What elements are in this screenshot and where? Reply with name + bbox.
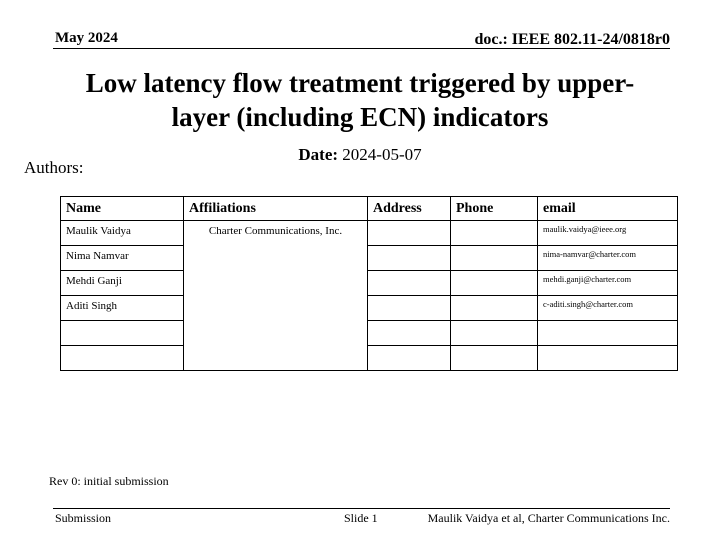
col-header-affiliations: Affiliations (184, 197, 368, 221)
header-divider (53, 48, 670, 49)
date-line (0, 145, 720, 165)
author-name (61, 346, 184, 371)
slide-title (40, 66, 680, 134)
author-phone (451, 296, 538, 321)
table-header-row (61, 197, 678, 221)
author-phone (451, 246, 538, 271)
revision-note: Rev 0: initial submission (49, 474, 169, 488)
author-affiliation: Charter Communications, Inc. (184, 221, 368, 371)
table-row (61, 271, 678, 296)
table-row (61, 246, 678, 271)
date-label: Date: (298, 145, 339, 164)
col-header-phone: Phone (451, 197, 538, 221)
col-header-address: Address (368, 197, 451, 221)
author-address (368, 271, 451, 296)
footer-slide-number: Slide 1 (344, 511, 378, 525)
author-name: Maulik Vaidya (61, 221, 184, 246)
author-email: c-aditi.singh@charter.com (538, 296, 678, 321)
author-email (538, 321, 678, 346)
authors-table (60, 196, 678, 371)
author-phone (451, 346, 538, 371)
col-header-email: email (538, 197, 678, 221)
title-line-1: Low latency flow treatment triggered by upper- (85, 68, 635, 98)
author-email: nima-namvar@charter.com (538, 246, 678, 271)
author-phone (451, 271, 538, 296)
table-row (61, 321, 678, 346)
author-name: Nima Namvar (61, 246, 184, 271)
footer-divider (53, 508, 670, 509)
table-row (61, 221, 678, 246)
author-phone (451, 321, 538, 346)
author-email: mehdi.ganji@charter.com (538, 271, 678, 296)
author-address (368, 296, 451, 321)
table-row (61, 346, 678, 371)
author-phone (451, 221, 538, 246)
author-name: Aditi Singh (61, 296, 184, 321)
author-address (368, 246, 451, 271)
date-value: 2024-05-07 (342, 145, 422, 164)
table-row (61, 296, 678, 321)
footer-submission: Submission (55, 511, 112, 525)
author-email: maulik.vaidya@ieee.org (538, 221, 678, 246)
author-address (368, 321, 451, 346)
footer-authors: Maulik Vaidya et al, Charter Communications Inc. (427, 511, 670, 525)
author-name: Mehdi Ganji (61, 271, 184, 296)
col-header-name: Name (61, 197, 184, 221)
header-date: May 2024 (55, 30, 118, 46)
header-doc-id: doc.: IEEE 802.11-24/0818r0 (474, 31, 670, 48)
authors-label: Authors: (24, 158, 84, 177)
author-address (368, 346, 451, 371)
author-name (61, 321, 184, 346)
title-line-2: layer (including ECN) indicators (171, 102, 549, 132)
author-email (538, 346, 678, 371)
author-address (368, 221, 451, 246)
